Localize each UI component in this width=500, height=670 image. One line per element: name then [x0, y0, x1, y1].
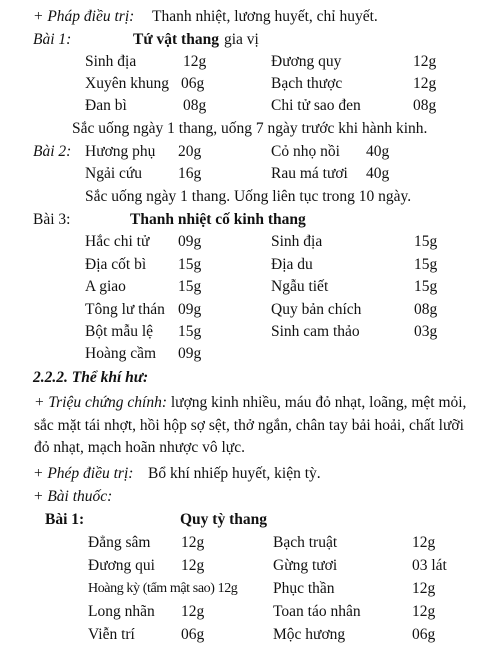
ingredient-dose: 12g	[413, 75, 437, 92]
ingredient-dose: 08g	[413, 97, 437, 114]
ingredient-name: Ngẫu tiết	[271, 278, 329, 295]
ingredient-dose: 09g	[178, 233, 202, 250]
ingredient-dose: 40g	[366, 165, 390, 182]
ingredient-name: Đẳng sâm	[88, 534, 151, 551]
ingredient-name: Bạch truật	[273, 534, 338, 551]
ingredient-name: Hương phụ	[85, 143, 156, 160]
ingredient-dose: 16g	[178, 165, 202, 182]
remedy-2-label: Bài 2:	[33, 143, 72, 160]
ingredient-name: Toan táo nhân	[273, 603, 361, 620]
ingredient-name: Địa cốt bì	[85, 256, 147, 273]
ingredient-dose: 12g	[183, 53, 207, 70]
section-heading: 2.2.2. Thể khí hư:	[33, 369, 149, 386]
symptoms-label: + Triệu chứng chính:	[34, 394, 167, 411]
ingredient-name: Tông lư thán	[85, 301, 165, 318]
ingredient-name: Chi tử sao đen	[271, 97, 361, 114]
ingredient-dose: 08g	[183, 97, 207, 114]
ingredient-dose: 15g	[178, 256, 202, 273]
ingredient-dose: 12g	[181, 534, 205, 551]
remedy-4-label: Bài 1:	[45, 511, 85, 528]
remedy-3-label: Bài 3:	[33, 211, 71, 228]
ingredient-name: Phục thần	[273, 580, 335, 597]
ingredient-dose: 09g	[178, 345, 202, 362]
ingredient-name: Quy bản chích	[271, 301, 362, 318]
ingredient-dose: 15g	[414, 233, 438, 250]
ingredient-name: Hoàng cầm	[85, 345, 157, 362]
treatment-2-label: + Phép điều trị:	[33, 465, 134, 482]
remedy-4-name: Quy tỳ thang	[180, 511, 267, 528]
ingredient-name: Long nhãn	[88, 603, 155, 620]
ingredient-dose: 09g	[178, 301, 202, 318]
ingredient-dose: 12g	[412, 603, 436, 620]
ingredient-name: Rau má tươi	[271, 165, 348, 182]
ingredient-name: Đương quy	[271, 53, 342, 70]
ingredient-name: Hoàng kỳ (tẩm mật sao) 12g	[88, 581, 238, 596]
ingredient-dose: 12g	[181, 603, 205, 620]
treatment-2-text: Bổ khí nhiếp huyết, kiện tỳ.	[148, 465, 321, 482]
symptoms-paragraph	[34, 392, 476, 460]
ingredient-name: Đan bì	[85, 97, 127, 114]
ingredient-dose: 12g	[413, 53, 437, 70]
remedy-note-text: Sắc uống ngày 1 thang. Uống liên tục trong 10 ngày.	[85, 188, 412, 205]
ingredient-name: Ngải cứu	[85, 165, 143, 182]
symptoms-text: lượng kinh nhiều, máu đỏ nhạt, loãng, mệt mỏi, sắc mặt tái nhợt, hồi hộp sợ sệt, thở ngắn, chân tay bải hoải, chất lưỡi đỏ nhạt, mạch hoãn nhược vô lực.	[34, 394, 467, 456]
ingredient-dose: 40g	[366, 143, 390, 160]
ingredient-name: Địa du	[271, 256, 313, 273]
ingredient-dose: 06g	[181, 626, 205, 643]
remedy-1-suffix: gia vị	[224, 31, 259, 48]
ingredient-name: Bạch thược	[271, 75, 343, 92]
ingredient-dose: 15g	[414, 256, 438, 273]
remedy-heading-label: + Bài thuốc:	[33, 488, 113, 505]
ingredient-name: Hắc chi tử	[85, 233, 150, 250]
ingredient-dose: 15g	[414, 278, 438, 295]
remedy-1-label: Bài 1:	[33, 31, 72, 48]
ingredient-dose: 08g	[414, 301, 438, 318]
remedy-1-name: Tứ vật thang	[133, 31, 219, 48]
ingredient-name: Sinh địa	[85, 53, 137, 70]
ingredient-dose: 03 lát	[412, 557, 447, 574]
ingredient-name: Sinh địa	[271, 233, 323, 250]
ingredient-name: Bột mẫu lệ	[85, 323, 154, 340]
ingredient-dose: 15g	[178, 323, 202, 340]
ingredient-dose: 20g	[178, 143, 202, 160]
ingredient-name: Mộc hương	[273, 626, 346, 643]
ingredient-name: Viễn trí	[88, 626, 135, 643]
remedy-3-name: Thanh nhiệt cố kinh thang	[130, 211, 306, 228]
ingredient-name: Sinh cam thảo	[271, 323, 360, 340]
ingredient-name: Gừng tươi	[273, 557, 338, 574]
ingredient-name: Cỏ nhọ nồi	[271, 143, 340, 160]
ingredient-dose: 03g	[414, 323, 438, 340]
treatment-label: + Pháp điều trị:	[33, 8, 135, 25]
ingredient-name: A giao	[85, 278, 126, 295]
ingredient-name: Xuyên khung	[85, 75, 169, 92]
ingredient-name: Đương qui	[88, 557, 155, 574]
ingredient-dose: 12g	[181, 557, 205, 574]
ingredient-dose: 15g	[178, 278, 202, 295]
ingredient-dose: 12g	[412, 534, 436, 551]
remedy-note-text: Sắc uống ngày 1 thang, uống 7 ngày trước khi hành kinh.	[72, 120, 428, 137]
treatment-text: Thanh nhiệt, lương huyết, chỉ huyết.	[152, 8, 378, 25]
ingredient-dose: 06g	[181, 75, 205, 92]
ingredient-dose: 12g	[412, 580, 436, 597]
ingredient-dose: 06g	[412, 626, 436, 643]
